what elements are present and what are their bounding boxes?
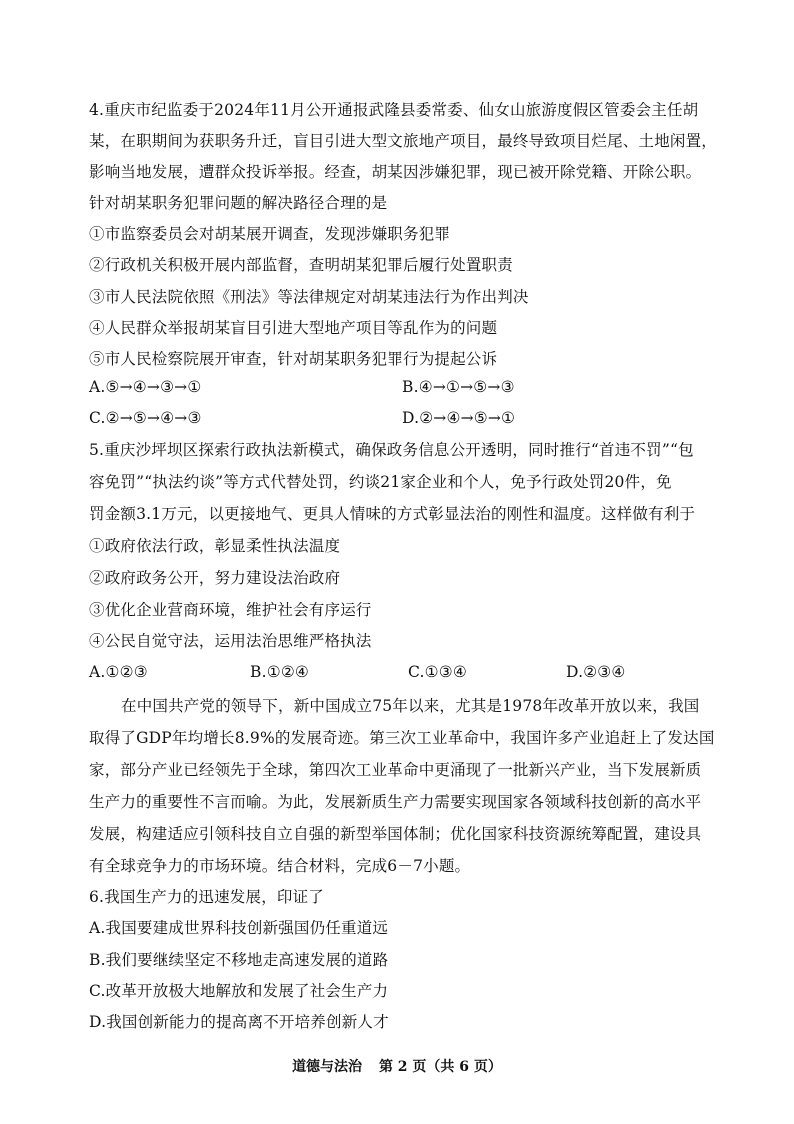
footer-subject: 道德与法治 <box>292 1059 363 1075</box>
q4-option-a: A.⑤→④→③→① <box>89 378 202 396</box>
q5-stem-line: 容免罚”“执法约谈”等方式代替处罚，约谈21家企业和个人，免予行政处罚20件，免 <box>89 473 672 491</box>
q5-item: ②政府政务公开，努力建设法治政府 <box>89 569 341 587</box>
q4-item: ②行政机关积极开展内部监督，查明胡某犯罪后履行处置职责 <box>89 256 513 274</box>
q6-stem: 6.我国生产力的迅速发展，印证了 <box>89 888 324 906</box>
material-line: 在中国共产党的领导下，新中国成立75年以来，尤其是1978年改革开放以来，我国 <box>121 697 700 715</box>
q4-item: ⑤市人民检察院展开审查，针对胡某职务犯罪行为提起公诉 <box>89 350 498 368</box>
q5-item: ④公民自觉守法，运用法治思维严格执法 <box>89 632 372 650</box>
q4-stem-line: 某，在职期间为获职务升迁，盲目引进大型文旅地产项目，最终导致项目烂尾、土地闲置， <box>89 132 718 150</box>
material-line: 取得了GDP年均增长8.9%的发展奇迹。第三次工业革命中，我国许多产业追赶上了发达国 <box>89 729 715 747</box>
q5-option-a: A.①②③ <box>89 663 148 681</box>
material-line: 生产力的重要性不言而喻。为此，发展新质生产力需要实现国家各领域科技创新的高水平 <box>89 793 702 811</box>
q5-option-b: B.①②④ <box>250 663 310 681</box>
q4-stem-line: 针对胡某职务犯罪问题的解决路径合理的是 <box>89 194 388 212</box>
q6-option-c: C.改革开放极大地解放和发展了社会生产力 <box>89 982 389 1000</box>
q5-item: ③优化企业营商环境，维护社会有序运行 <box>89 601 372 619</box>
q4-item: ①市监察委员会对胡某展开调查，发现涉嫌职务犯罪 <box>89 225 451 243</box>
q6-option-b: B.我们要继续坚定不移地走高速发展的道路 <box>89 951 389 969</box>
q5-option-d: D.②③④ <box>566 663 626 681</box>
material-line: 发展，构建适应引领科技自立自强的新型举国体制；优化国家科技资源统筹配置，建设具 <box>89 825 702 843</box>
q6-option-d: D.我国创新能力的提高离不开培养创新人才 <box>89 1013 389 1031</box>
q5-item: ①政府依法行政，彰显柔性执法温度 <box>89 537 341 555</box>
q5-option-c: C.①③④ <box>408 663 467 681</box>
material-line: 有全球竞争力的市场环境。结合材料，完成6－7小题。 <box>89 857 471 875</box>
q4-item: ④人民群众举报胡某盲目引进大型地产项目等乱作为的问题 <box>89 319 498 337</box>
q6-option-a: A.我国要建成世界科技创新强国仍任重道远 <box>89 919 389 937</box>
q4-stem-line: 影响当地发展，遭群众投诉举报。经查，胡某因涉嫌犯罪，现已被开除党籍、开除公职。 <box>89 163 702 181</box>
q4-option-b: B.④→①→⑤→③ <box>402 378 515 396</box>
q5-stem-line: 罚金额3.1万元，以更接地气、更具人情味的方式彰显法治的刚性和温度。这样做有利于 <box>89 505 696 523</box>
q5-stem-line: 5.重庆沙坪坝区探索行政执法新模式，确保政务信息公开透明，同时推行“首违不罚”“包 <box>89 441 694 459</box>
q4-item: ③市人民法院依照《刑法》等法律规定对胡某违法行为作出判决 <box>89 288 529 306</box>
q4-option-c: C.②→⑤→④→③ <box>89 409 202 427</box>
q4-option-d: D.②→④→⑤→① <box>402 409 516 427</box>
footer-page-number: 第 2 页（共 6 页） <box>378 1059 502 1075</box>
q4-stem-line: 4.重庆市纪监委于2024年11月公开通报武隆县委常委、仙女山旅游度假区管委会主任胡 <box>89 101 699 119</box>
page-footer <box>0 1056 794 1076</box>
material-line: 家，部分产业已经领先于全球，第四次工业革命中更涌现了一批新兴产业，当下发展新质 <box>89 761 702 779</box>
